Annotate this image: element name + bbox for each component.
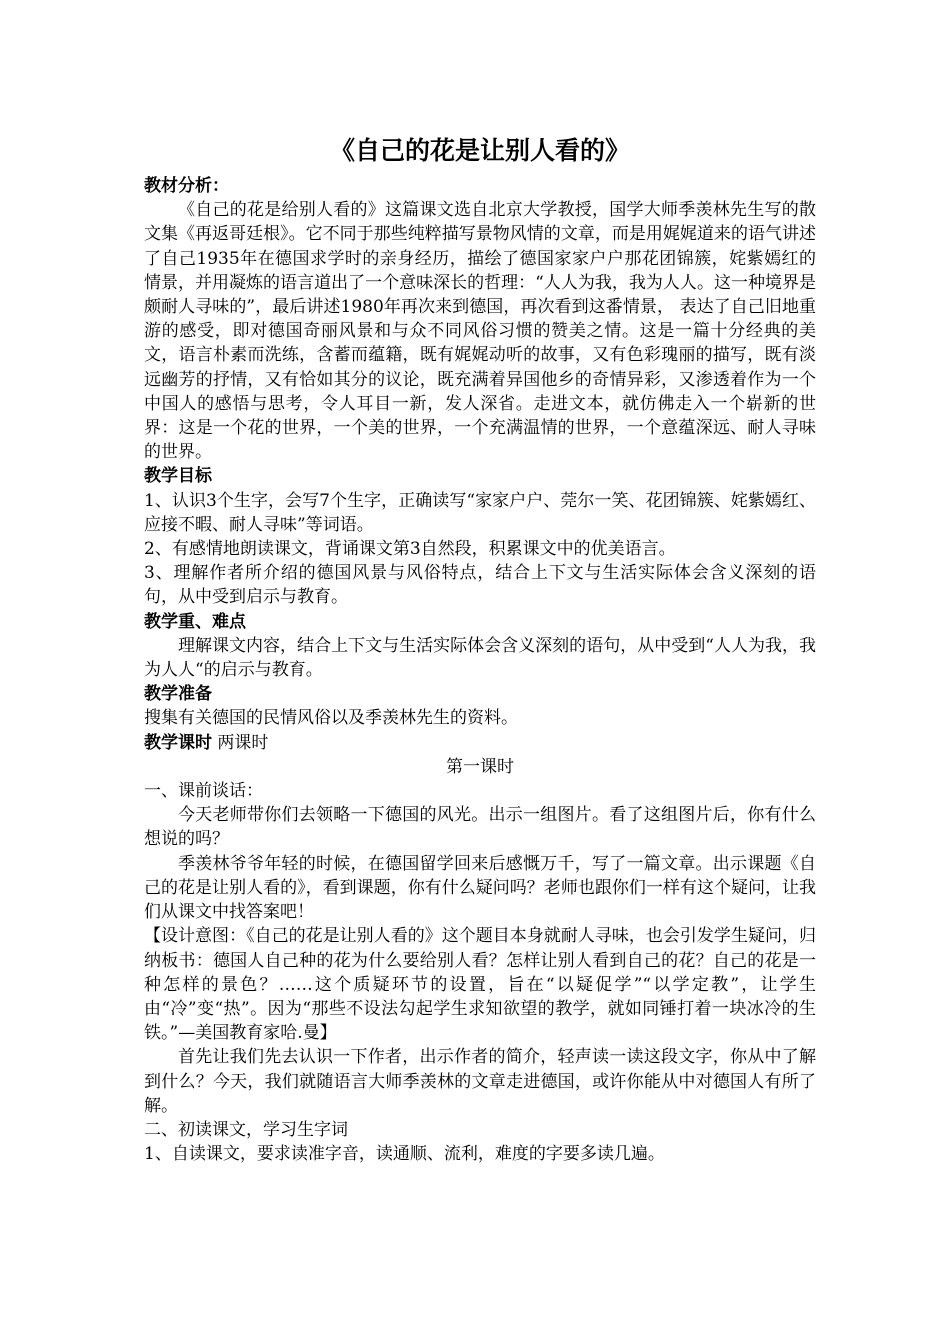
key-points-paragraph: 理解课文内容，结合上下文与生活实际体会含义深刻的语句，从中受到“人人为我，我为人人“的启示与教育。: [144, 635, 816, 681]
section-heading-analysis: 教材分析：: [144, 176, 229, 196]
goal-item: 1、认识3个生字，会写7个生字，正确读写“家家户户、莞尔一笑、花团锦簇、姹紫嫣红、应接不暇、耐人寻味”等词语。: [144, 490, 816, 535]
document-page: [144, 134, 816, 1166]
preparation-paragraph: 搜集有关德国的民情风俗以及季羡林先生的资料。: [144, 708, 518, 729]
lesson-paragraph: 季羡林爷爷年轻的时候，在德国留学回来后感慨万千，写了一篇文章。出示课题《自己的花是让别人看的》，看到课题，你有什么疑问吗？老师也跟你们一样有这个疑问，让我们从课文中找答案吧！: [144, 853, 816, 923]
lesson-hours-value: 两课时: [217, 732, 269, 753]
lesson-section-pre-talk: 一、课前谈话：: [144, 781, 263, 802]
section-heading-hours: 教学课时: [144, 732, 212, 753]
design-intent-paragraph: 【设计意图：《自己的花是让别人看的》这个题目本身就耐人寻味，也会引发学生疑问，归纳板书：德国人自己种的花为什么要给别人看？怎样让别人看到自己的花？自己的花是一种怎样的景色？……这个质疑环节的设置，旨在“以疑促学”“以学定教”，让学生由“冷”变“热”。因为“那些不设法勾起学生求知欲望的教学，就如同锤打着一块冰冷的生铁。”—美国教育家哈.曼】: [144, 926, 816, 1044]
lesson-paragraph: 今天老师带你们去领略一下德国的风光。出示一组图片。看了这组图片后，你有什么想说的吗？: [144, 805, 816, 850]
lesson-one-heading: 第一课时: [446, 756, 514, 777]
goal-item: 3、理解作者所介绍的德国风景与风俗特点，结合上下文与生活实际体会含义深刻的语句，从中受到启示与教育。: [144, 563, 816, 608]
lesson-step-item: 1、自读课文，要求读准字音，读通顺、流利，难度的字要多读几遍。: [144, 1144, 665, 1165]
goal-item: 2、有感情地朗读课文，背诵课文第3自然段，积累课文中的优美语言。: [144, 539, 676, 560]
lesson-hours-line: [144, 731, 816, 755]
analysis-paragraph: 《自己的花是给别人看的》这篇课文选自北京大学教授，国学大师季羡林先生写的散文集《再返哥廷根》。它不同于那些纯粹描写景物风情的文章，而是用娓娓道来的语气讲述了自己1935年在德国求学时的亲身经历，描绘了德国家家户户那花团锦簇，姹紫嫣红的情景，并用凝炼的语言道出了一个意味深长的哲理：“人人为我，我为人人。这一种境界是颇耐人寻味的”，最后讲述1980年再次来到德国，再次看到这番情景， 表达了自己旧地重游的感受，即对德国奇丽风景和与众不同风俗习惯的赞美之情。这是一篇十分经典的美文，语言朴素而洗练，含蓄而蕴籍，既有娓娓动听的故事，又有色彩瑰丽的描写，既有淡远幽芳的抒情，又有恰如其分的议论，既充满着异国他乡的奇情异彩，又渗透着作为一个中国人的感悟与思考，令人耳目一新，发人深省。走进文本，就仿佛走入一个崭新的世界：这是一个花的世界，一个美的世界，一个充满温情的世界，一个意蕴深远、耐人寻味的世界。: [144, 200, 816, 463]
lesson-paragraph: 首先让我们先去认识一下作者，出示作者的简介，轻声读一读这段文字，你从中了解到什么？今天，我们就随语言大师季羡林的文章走进德国，或许你能从中对德国人有所了解。: [144, 1047, 816, 1116]
lesson-section-first-reading: 二、初读课文，学习生字词: [144, 1119, 348, 1140]
document-title: 《自己的花是让别人看的》: [329, 136, 630, 165]
section-heading-goals: 教学目标: [144, 466, 212, 487]
section-heading-preparation: 教学准备: [144, 684, 212, 705]
section-heading-key-points: 教学重、难点: [144, 611, 246, 632]
